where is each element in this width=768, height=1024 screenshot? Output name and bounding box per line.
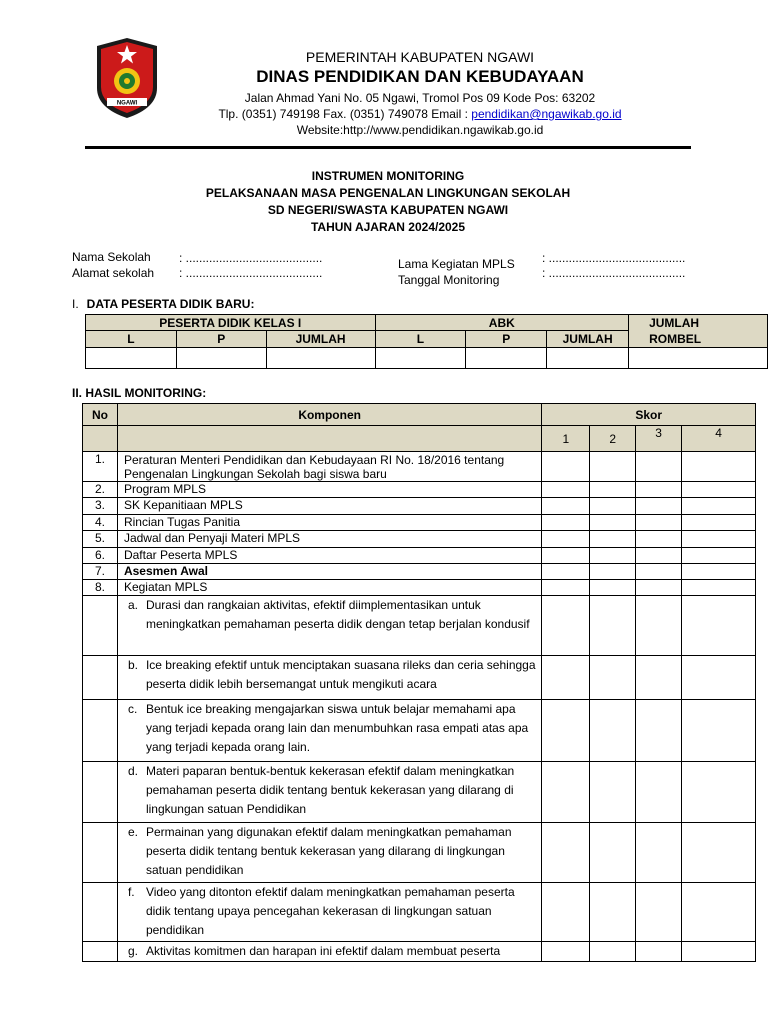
lama-kegiatan-blank[interactable]: : ......................................... — [542, 251, 686, 265]
row-no-blank — [83, 596, 118, 656]
tanggal-monitoring-label: Tanggal Monitoring — [398, 273, 500, 287]
score-cell[interactable] — [590, 656, 636, 700]
sub-text: Durasi dan rangkaian aktivitas, efektif diimplementasikan untuk meningkatkan pemahaman peserta didik dengan tetap berjalan kondusif — [145, 598, 530, 631]
row-component: Asesmen Awal — [117, 564, 541, 580]
header-abk-p: P — [466, 331, 547, 348]
row-component: SK Kepanitiaan MPLS — [117, 498, 541, 515]
score-header-4: 4 — [682, 426, 756, 452]
score-cell[interactable] — [590, 452, 636, 482]
contact-line — [150, 107, 690, 121]
score-cell[interactable] — [682, 580, 756, 596]
score-cell[interactable] — [636, 762, 682, 823]
score-cell[interactable] — [636, 580, 682, 596]
address: Jalan Ahmad Yani No. 05 Ngawi, Tromol Pos 09 Kode Pos: 63202 — [244, 91, 596, 105]
score-header-3: 3 — [636, 426, 682, 452]
score-cell[interactable] — [590, 515, 636, 531]
score-cell[interactable] — [542, 656, 590, 700]
header-jumlah: JUMLAH — [266, 331, 375, 348]
alamat-sekolah-blank[interactable]: : ......................................... — [179, 266, 323, 280]
sub-item — [117, 883, 541, 942]
header-l: L — [86, 331, 177, 348]
jumlah-rombel-line1: JUMLAH — [649, 316, 700, 330]
score-cell[interactable] — [636, 942, 682, 962]
section-1-title: DATA PESERTA DIDIK BARU: — [86, 297, 255, 311]
doc-title-4: TAHUN AJARAN 2024/2025 — [310, 220, 466, 234]
sub-item — [117, 596, 541, 656]
logo-lettering: NGAWI — [116, 100, 138, 107]
cell-l[interactable] — [86, 348, 177, 369]
contact-prefix: Tlp. (0351) 749198 Fax. (0351) 749078 Email : — [218, 107, 472, 121]
score-cell[interactable] — [636, 452, 682, 482]
score-cell[interactable] — [542, 762, 590, 823]
score-cell[interactable] — [682, 656, 756, 700]
score-cell[interactable] — [542, 700, 590, 762]
nama-sekolah-label: Nama Sekolah — [72, 250, 151, 264]
department-name: DINAS PENDIDIKAN DAN KEBUDAYAAN — [256, 67, 584, 86]
sub-letter: d. — [127, 764, 138, 778]
row-no-blank — [83, 656, 118, 700]
score-cell[interactable] — [682, 482, 756, 498]
score-cell[interactable] — [590, 548, 636, 564]
score-cell[interactable] — [682, 498, 756, 515]
cell-abk-p[interactable] — [466, 348, 547, 369]
row-component: Jadwal dan Penyaji Materi MPLS — [117, 531, 541, 548]
section-1-heading — [72, 297, 254, 311]
score-cell[interactable] — [542, 596, 590, 656]
score-cell[interactable] — [682, 548, 756, 564]
score-cell[interactable] — [682, 823, 756, 883]
score-cell[interactable] — [636, 564, 682, 580]
sub-letter: g. — [127, 944, 138, 958]
row-component: Rincian Tugas Panitia — [117, 515, 541, 531]
score-header-2: 2 — [590, 426, 636, 452]
header-abk-jumlah: JUMLAH — [547, 331, 629, 348]
score-cell[interactable] — [636, 656, 682, 700]
doc-title-1: INSTRUMEN MONITORING — [311, 169, 465, 183]
cell-jumlah[interactable] — [266, 348, 375, 369]
sub-item — [117, 942, 541, 962]
sub-letter: f. — [127, 885, 135, 899]
cell-jumlah-rombel[interactable] — [629, 348, 768, 369]
sub-text: Video yang ditonton efektif dalam meningkatkan pemahaman peserta didik tentang upaya pencegahan kekerasan di lingkungan satuan pendidikan — [145, 885, 515, 937]
score-cell[interactable] — [636, 700, 682, 762]
cell-abk-jumlah[interactable] — [547, 348, 629, 369]
score-cell[interactable] — [590, 823, 636, 883]
score-cell[interactable] — [682, 452, 756, 482]
header-abk: ABK — [375, 315, 629, 331]
score-cell[interactable] — [542, 548, 590, 564]
header-komponen-blank — [117, 426, 541, 452]
row-no: 7. — [83, 564, 118, 580]
sub-text: Aktivitas komitmen dan harapan ini efektif dalam membuat peserta — [145, 944, 501, 958]
score-cell[interactable] — [542, 452, 590, 482]
score-cell[interactable] — [590, 762, 636, 823]
score-cell[interactable] — [590, 596, 636, 656]
score-cell[interactable] — [590, 564, 636, 580]
section-1-number: I. — [72, 297, 79, 311]
score-cell[interactable] — [590, 700, 636, 762]
score-cell[interactable] — [590, 942, 636, 962]
row-no: 6. — [83, 548, 118, 564]
nama-sekolah-blank[interactable]: : ......................................... — [179, 251, 323, 265]
row-component: Program MPLS — [117, 482, 541, 498]
website: Website:http://www.pendidikan.ngawikab.go.id — [296, 123, 544, 137]
score-cell[interactable] — [682, 942, 756, 962]
sub-item — [117, 656, 541, 700]
score-header-1: 1 — [542, 426, 590, 452]
jumlah-rombel-line2: ROMBEL — [649, 332, 702, 346]
score-cell[interactable] — [542, 823, 590, 883]
row-no: 3. — [83, 498, 118, 515]
score-cell[interactable] — [682, 515, 756, 531]
header-abk-l: L — [375, 331, 466, 348]
monitoring-table — [82, 403, 756, 962]
score-cell[interactable] — [636, 515, 682, 531]
header-jumlah-rombel — [629, 315, 768, 348]
score-cell[interactable] — [636, 596, 682, 656]
header-divider — [85, 146, 691, 149]
score-cell[interactable] — [682, 531, 756, 548]
row-no-blank — [83, 942, 118, 962]
tanggal-monitoring-blank[interactable]: : ......................................... — [542, 266, 686, 280]
sub-letter: a. — [127, 598, 138, 612]
header-skor: Skor — [542, 404, 756, 426]
header-peserta-kelas-1: PESERTA DIDIK KELAS I — [86, 315, 376, 331]
lama-kegiatan-label: Lama Kegiatan MPLS — [398, 257, 515, 271]
score-cell[interactable] — [590, 580, 636, 596]
row-component: Daftar Peserta MPLS — [117, 548, 541, 564]
score-cell[interactable] — [682, 596, 756, 656]
sub-letter: c. — [127, 702, 138, 716]
alamat-sekolah-label: Alamat sekolah — [72, 266, 155, 280]
score-cell[interactable] — [636, 883, 682, 942]
row-no: 2. — [83, 482, 118, 498]
sub-text: Bentuk ice breaking mengajarkan siswa untuk belajar memahami apa yang terjadi kepada orang lain dan menumbuhkan rasa empati atas apa yang terjadi kepada orang lain. — [145, 702, 529, 754]
score-cell[interactable] — [542, 883, 590, 942]
row-component: Peraturan Menteri Pendidikan dan Kebudayaan RI No. 18/2016 tentang Pengenalan Lingkungan Sekolah bagi siswa baru — [117, 452, 541, 482]
row-no: 5. — [83, 531, 118, 548]
header-no-blank — [83, 426, 118, 452]
sub-letter: e. — [127, 825, 138, 839]
row-no-blank — [83, 762, 118, 823]
section-2-heading: II. HASIL MONITORING: — [72, 386, 207, 400]
row-no-blank — [83, 700, 118, 762]
sub-text: Permainan yang digunakan efektif dalam meningkatkan pemahaman peserta didik tentang bentuk kekerasan yang dilarang di lingkungan satuan pendidikan — [145, 825, 512, 877]
sub-item — [117, 762, 541, 823]
row-no-blank — [83, 823, 118, 883]
score-cell[interactable] — [590, 498, 636, 515]
doc-title-2: PELAKSANAAN MASA PENGENALAN LINGKUNGAN SEKOLAH — [205, 186, 571, 200]
score-cell[interactable] — [542, 531, 590, 548]
email-link[interactable]: pendidikan@ngawikab.go.id — [471, 107, 622, 121]
score-cell[interactable] — [590, 531, 636, 548]
sub-item — [117, 823, 541, 883]
sub-text: Materi paparan bentuk-bentuk kekerasan efektif dalam meningkatkan pemahaman peserta didik tentang bentuk kekerasan yang dilarang di lingkungan satuan Pendidikan — [145, 764, 515, 816]
sub-item — [117, 700, 541, 762]
score-cell[interactable] — [590, 883, 636, 942]
score-cell[interactable] — [682, 883, 756, 942]
cell-abk-l[interactable] — [375, 348, 466, 369]
row-component: Kegiatan MPLS — [117, 580, 541, 596]
score-cell[interactable] — [542, 498, 590, 515]
doc-title-3: SD NEGERI/SWASTA KABUPATEN NGAWI — [267, 203, 509, 217]
score-cell[interactable] — [542, 482, 590, 498]
score-cell[interactable] — [636, 482, 682, 498]
score-cell[interactable] — [682, 762, 756, 823]
score-cell[interactable] — [542, 515, 590, 531]
header-komponen: Komponen — [117, 404, 541, 426]
header-p: P — [176, 331, 266, 348]
row-no-blank — [83, 883, 118, 942]
score-cell[interactable] — [636, 548, 682, 564]
cell-p[interactable] — [176, 348, 266, 369]
sub-text: Ice breaking efektif untuk menciptakan suasana rileks dan ceria sehingga peserta didik lebih bersemangat untuk mengikuti acara — [145, 658, 536, 691]
score-cell[interactable] — [682, 700, 756, 762]
score-cell[interactable] — [542, 580, 590, 596]
score-cell[interactable] — [636, 498, 682, 515]
score-cell[interactable] — [636, 823, 682, 883]
row-no: 4. — [83, 515, 118, 531]
score-cell[interactable] — [682, 564, 756, 580]
score-cell[interactable] — [542, 564, 590, 580]
government-name: PEMERINTAH KABUPATEN NGAWI — [305, 49, 535, 65]
peserta-didik-table — [85, 314, 768, 369]
row-no: 8. — [83, 580, 118, 596]
score-cell[interactable] — [542, 942, 590, 962]
header-no: No — [83, 404, 118, 426]
score-cell[interactable] — [636, 531, 682, 548]
sub-letter: b. — [127, 658, 138, 672]
row-no: 1. — [83, 452, 118, 482]
score-cell[interactable] — [590, 482, 636, 498]
